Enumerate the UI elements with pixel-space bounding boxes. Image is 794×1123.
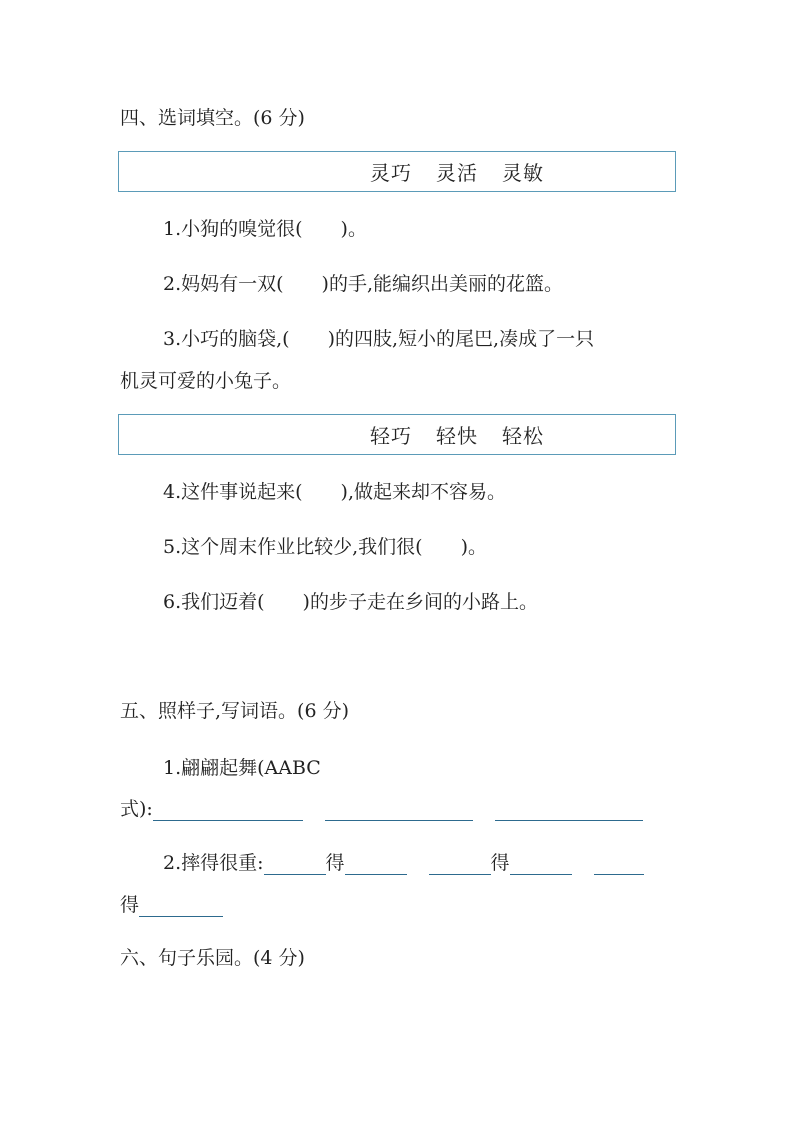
question-5-1-line2: 式): [120, 797, 643, 821]
answer-blank[interactable] [510, 854, 572, 875]
word-option: 轻松 [502, 424, 544, 448]
word-option: 轻快 [436, 424, 478, 448]
question-4-3-line1: 3.小巧的脑袋,( )的四肢,短小的尾巴,凑成了一只 [163, 328, 595, 350]
answer-blank[interactable] [594, 854, 644, 875]
answer-blank[interactable] [495, 800, 643, 821]
question-5-2-line2: 得 [120, 893, 223, 917]
answer-blank[interactable] [429, 854, 491, 875]
section-4-heading: 四、选词填空。(6 分) [120, 107, 305, 129]
answer-blank[interactable] [139, 896, 223, 917]
question-4-1: 1.小狗的嗅觉很( )。 [163, 218, 367, 240]
section-6-heading: 六、句子乐园。(4 分) [120, 947, 305, 969]
answer-blank[interactable] [345, 854, 407, 875]
word-option: 灵敏 [502, 161, 544, 185]
question-5-1-line1: 1.翩翩起舞(AABC [163, 757, 321, 779]
question-4-5: 5.这个周末作业比较少,我们很( )。 [163, 536, 487, 558]
question-4-2: 2.妈妈有一双( )的手,能编织出美丽的花篮。 [163, 273, 563, 295]
word-bank-box-2 [118, 414, 676, 455]
answer-blank[interactable] [325, 800, 473, 821]
word-option: 灵巧 [370, 161, 412, 185]
question-5-2-line1: 2.摔得很重: 得 得 [163, 851, 644, 875]
answer-blank[interactable] [153, 800, 303, 821]
question-4-3-line2: 机灵可爱的小兔子。 [120, 370, 292, 392]
question-4-4: 4.这件事说起来( ),做起来却不容易。 [163, 481, 506, 503]
word-option: 灵活 [436, 161, 478, 185]
word-option: 轻巧 [370, 424, 412, 448]
section-5-heading: 五、照样子,写词语。(6 分) [120, 700, 349, 722]
word-bank-box-1 [118, 151, 676, 192]
answer-blank[interactable] [264, 854, 326, 875]
question-4-6: 6.我们迈着( )的步子走在乡间的小路上。 [163, 591, 538, 613]
